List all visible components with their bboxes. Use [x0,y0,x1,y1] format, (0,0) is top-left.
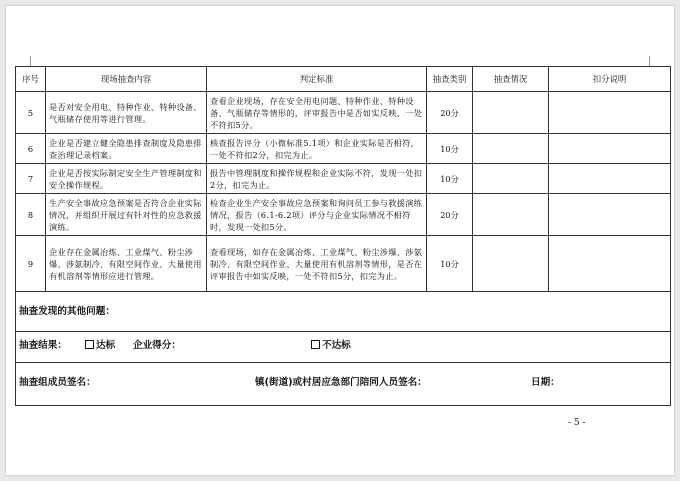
table-row [16,92,671,134]
other-issues-label: 抽查发现的其他问题： [19,305,115,317]
row-status-cell[interactable] [473,164,549,194]
table-header-row [16,67,671,92]
signature-cell [16,363,671,406]
row-standard: 查看企业现场，存在安全用电问题、特种作业、特种设备、气瓶储存等情形的，评审报告中是否如实反映，一处不符扣5分。 [207,92,427,134]
fail-label: 不达标 [322,340,351,351]
row-content: 是否对安全用电、特种作业、特种设备、气瓶储存使用等进行管理。 [46,92,207,134]
score-label: 企业得分： [133,340,181,351]
header-no: 序号 [16,67,46,92]
row-standard: 检查企业生产安全事故应急预案和询问员工参与救援演练情况，报告（6.1-6.2项）评分与企业实际情况不相符时，发现一处扣5分。 [207,194,427,236]
table-row [16,134,671,164]
row-no: 9 [16,236,46,292]
header-content: 现场抽查内容 [46,67,207,92]
result-label: 抽查结果： [19,340,67,351]
inspection-table [15,66,671,406]
row-standard: 查看现场，如存在金属冶炼、工业煤气、粉尘涉爆、涉氨制冷、有限空间作业、大量使用有机溶剂等情形，是否在评审报告中如实反映，一处不符扣5分，扣完为止。 [207,236,427,292]
row-no: 7 [16,164,46,194]
row-note-cell[interactable] [549,92,671,134]
row-content: 企业是否建立健全隐患排查制度及隐患排查治理记录档案。 [46,134,207,164]
table-row [16,236,671,292]
header-status: 抽查情况 [473,67,549,92]
fail-checkbox[interactable] [311,340,320,349]
row-no: 5 [16,92,46,134]
result-row [16,332,671,363]
pass-checkbox[interactable] [85,340,94,349]
other-issues-field[interactable] [16,292,671,332]
row-content: 企业存在金属冶炼、工业煤气、粉尘涉爆、涉氨制冷、有限空间作业、大量使用有机溶剂等情形应进行管理。 [46,236,207,292]
row-score: 20分 [427,194,473,236]
row-standard: 报告中管理制度和操作规程和企业实际不符，发现一处扣2分，扣完为止。 [207,164,427,194]
result-cell [16,332,671,363]
header-deduction-note: 扣分说明 [549,67,671,92]
team-sign-label: 抽查组成员签名： [19,377,96,388]
row-content: 企业是否按实际制定安全生产管理制度和安全操作规程。 [46,164,207,194]
date-label: 日期： [531,377,560,388]
row-score: 10分 [427,134,473,164]
row-note-cell[interactable] [549,164,671,194]
fail-option[interactable] [311,340,351,352]
row-status-cell[interactable] [473,194,549,236]
table-row [16,194,671,236]
header-category: 抽查类别 [427,67,473,92]
row-no: 6 [16,134,46,164]
row-score: 10分 [427,236,473,292]
row-content: 生产安全事故应急预案是否符合企业实际情况，并组织开展过有针对性的应急救援演练。 [46,194,207,236]
page-number: - 5 - [568,418,586,428]
row-score: 20分 [427,92,473,134]
row-note-cell[interactable] [549,194,671,236]
document-page [6,6,674,475]
pass-label: 达标 [96,340,116,351]
town-sign-label: 镇(街道)或村居应急部门陪同人员签名： [255,377,427,388]
header-standard: 判定标准 [207,67,427,92]
row-status-cell[interactable] [473,236,549,292]
row-score: 10分 [427,164,473,194]
other-issues-row [16,292,671,332]
table-row [16,164,671,194]
row-note-cell[interactable] [549,236,671,292]
row-no: 8 [16,194,46,236]
pass-option[interactable] [85,340,115,352]
row-status-cell[interactable] [473,92,549,134]
signature-row [16,363,671,406]
row-standard: 核查报告评分（小微标准5.1项）和企业实际是否相符，一处不符扣2分，扣完为止。 [207,134,427,164]
row-note-cell[interactable] [549,134,671,164]
row-status-cell[interactable] [473,134,549,164]
